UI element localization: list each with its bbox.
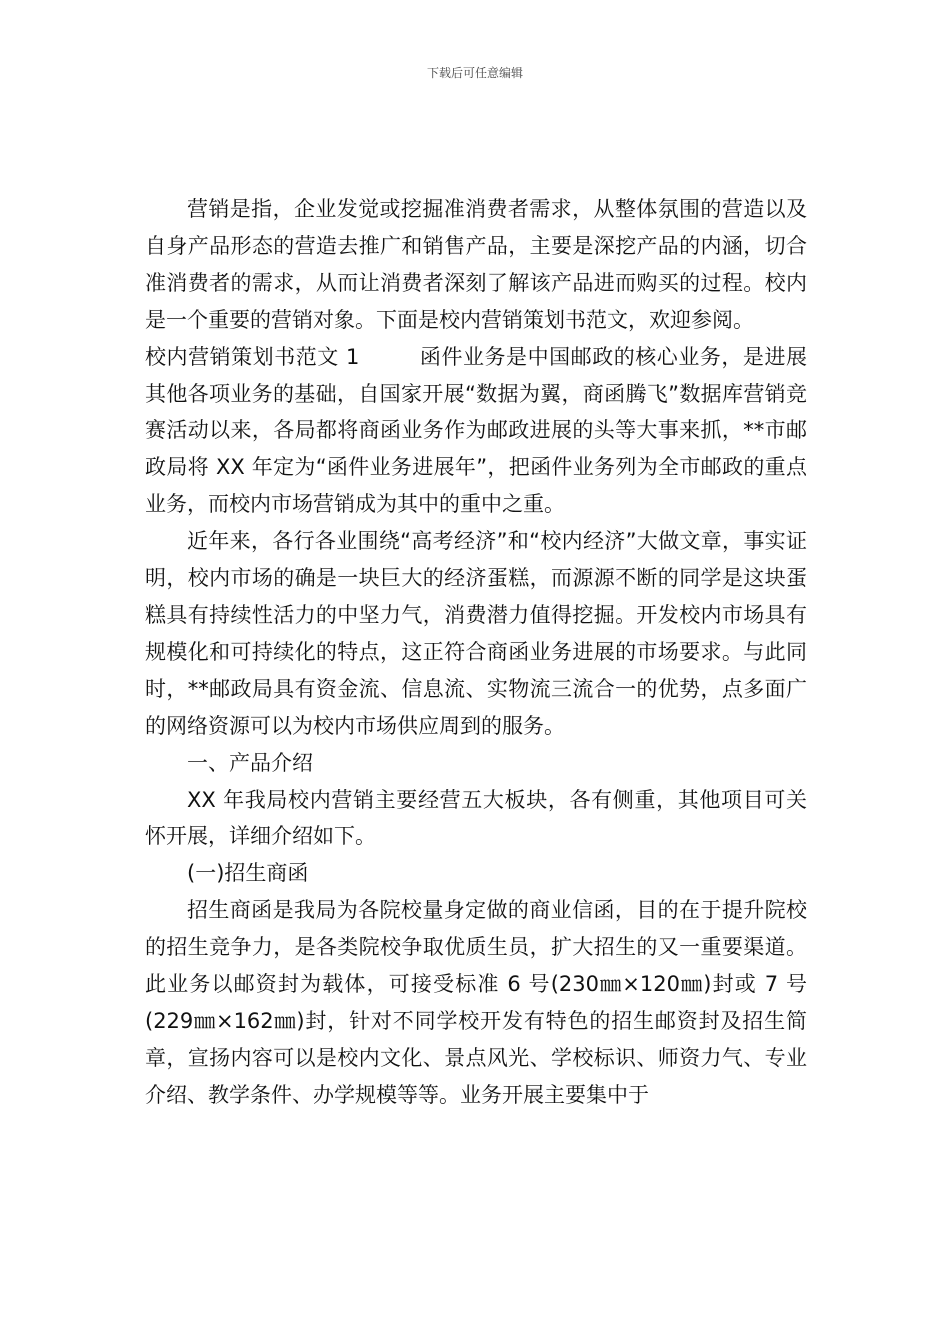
- paragraph-intro: 营销是指，企业发觉或挖掘准消费者需求，从整体氛围的营造以及自身产品形态的营造去推广和销售产品，主要是深挖产品的内涵，切合准消费者的需求，从而让消费者深刻了解该产品进而购买的过程。校内是一个重要的营销对象。下面是校内营销策划书范文，欢迎参阅。: [145, 197, 807, 332]
- document-body: [145, 191, 807, 1114]
- paragraph-campus-economy: 近年来，各行各业围绕“高考经济”和“校内经济”大做文章，事实证明，校内市场的确是一块巨大的经济蛋糕，而源源不断的同学是这块蛋糕具有持续性活力的中坚力气，消费潜力值得挖掘。开发校内市场具有规模化和可持续化的特点，这正符合商函业务进展的市场要求。与此同时，**邮政局具有资金流、信息流、实物流三流合一的优势，点多面广的网络资源可以为校内市场供应周到的服务。: [145, 529, 807, 738]
- heading-product-intro: 一、产品介绍: [187, 750, 313, 775]
- heading-admission-mail: (一)招生商函: [187, 861, 309, 886]
- paragraph-product-overview: XX 年我局校内营销主要经营五大板块，各有侧重，其他项目可关怀开展，详细介绍如下。: [145, 787, 807, 849]
- paragraph-fanwen-1: [145, 339, 807, 524]
- section-title: 校内营销策划书范文 1: [145, 344, 360, 369]
- paragraph-admission-mail: 招生商函是我局为各院校量身定做的商业信函，目的在于提升院校的招生竞争力，是各类院校争取优质生员，扩大招生的又一重要渠道。此业务以邮资封为载体，可接受标准 6 号(230㎜×120㎜)封或 7 号(229㎜×162㎜)封，针对不同学校开发有特色的招生邮资封及招生简章，宣扬内容可以是校内文化、景点风光、学校标识、师资力气、专业介绍、教学条件、办学规模等等。业务开展主要集中于: [145, 898, 807, 1107]
- section-body: 函件业务是中国邮政的核心业务，是进展其他各项业务的基础，自国家开展“数据为翼，商函腾飞”数据库营销竞赛活动以来，各局都将商函业务作为邮政进展的头等大事来抓，**市邮政局将 XX 年定为“函件业务进展年”，把函件业务列为全市邮政的重点业务，而校内市场营销成为其中的重中之重。: [145, 344, 808, 517]
- header-note: 下载后可任意编辑: [426, 66, 523, 80]
